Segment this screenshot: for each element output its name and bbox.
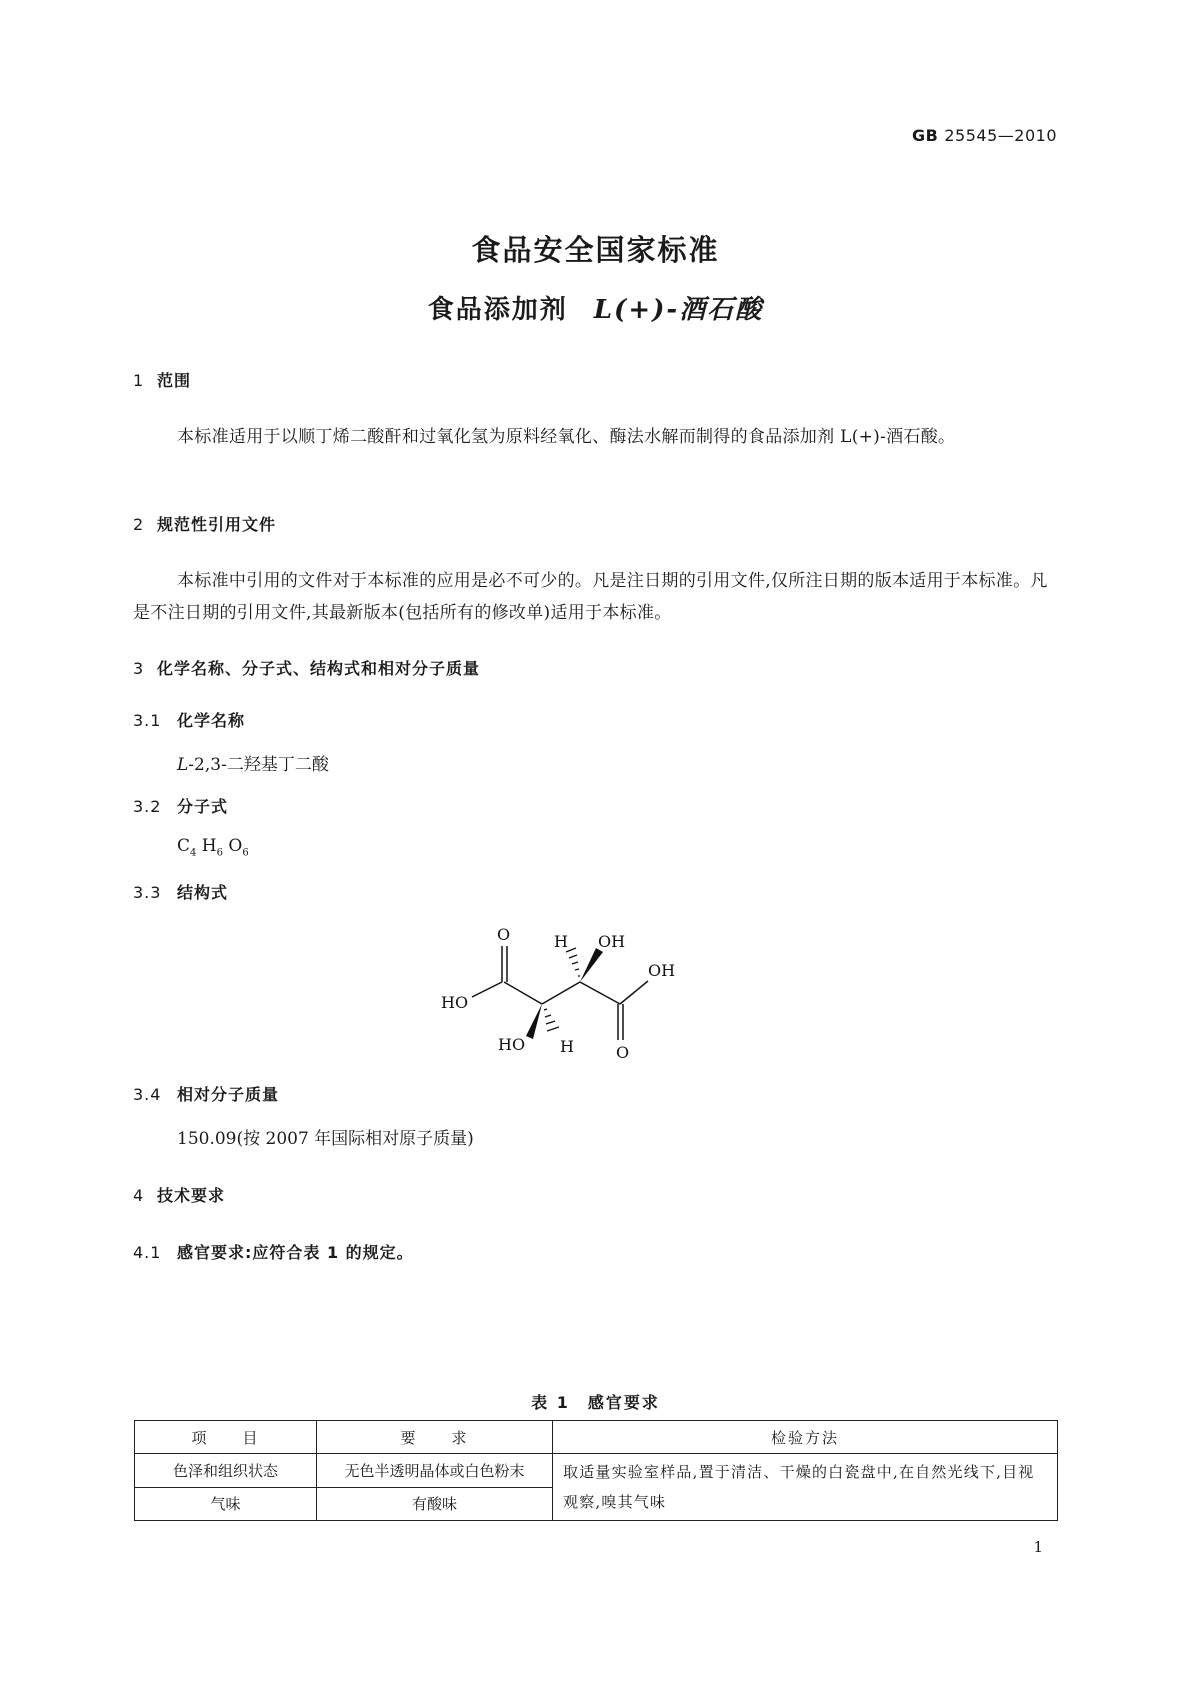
- header-method: 检验方法: [553, 1421, 1058, 1454]
- subtitle-compound: L(+)-酒石酸: [593, 295, 764, 325]
- header-item: 项 目: [135, 1421, 317, 1454]
- atom-h-bottom: H: [560, 1037, 574, 1056]
- section-number: 4.1: [133, 1243, 162, 1262]
- cell-method: 取适量实验室样品,置于清洁、干燥的白瓷盘中,在自然光线下,目视观察,嗅其气味: [553, 1454, 1058, 1521]
- section-title: 规范性引用文件: [157, 515, 277, 534]
- section-title: 化学名称、分子式、结构式和相对分子质量: [157, 659, 481, 678]
- section-title: 相对分子质量: [177, 1085, 280, 1104]
- section-2-heading: [133, 512, 276, 535]
- section-number: 3.3: [133, 883, 162, 902]
- formula-c: C: [177, 836, 191, 856]
- structural-formula: [430, 918, 710, 1068]
- section-1-body: 本标准适用于以顺丁烯二酸酐和过氧化氢为原料经氧化、酶法水解而制得的食品添加剂 L(+)-酒石酸。: [177, 427, 956, 447]
- document-title: 食品安全国家标准: [471, 233, 720, 267]
- atom-oh-top: OH: [598, 932, 626, 951]
- section-4-1-heading: [133, 1240, 414, 1263]
- molecular-formula: [177, 836, 249, 858]
- atom-ho-left: HO: [441, 993, 469, 1012]
- cell-item: 色泽和组织状态: [135, 1454, 317, 1488]
- formula-o: O: [228, 836, 243, 856]
- section-title: 感官要求:应符合表 1 的规定。: [177, 1243, 414, 1262]
- standard-number: [912, 126, 1057, 145]
- formula-h: H: [201, 836, 217, 856]
- chemical-name: [177, 750, 329, 775]
- section-4-heading: [133, 1183, 225, 1206]
- formula-c-count: 4: [190, 847, 197, 859]
- atom-o-top: O: [497, 925, 511, 944]
- document-subtitle: [0, 289, 1191, 326]
- section-number: 3.1: [133, 711, 162, 730]
- sensory-requirements-table: [134, 1420, 1058, 1521]
- section-number: 3.2: [133, 797, 162, 816]
- section-3-heading: [133, 656, 480, 679]
- section-number: 2: [133, 515, 145, 534]
- molecular-mass: 150.09(按 2007 年国际相对原子质量): [177, 1129, 474, 1149]
- table-row: [135, 1454, 1058, 1488]
- chemical-name-prefix: L: [177, 755, 189, 775]
- subtitle-cn: 食品添加剂: [427, 295, 568, 325]
- section-3-1-heading: [133, 708, 245, 731]
- page-number: 1: [1033, 1538, 1043, 1556]
- section-1-heading: [133, 368, 191, 391]
- section-title: 分子式: [177, 797, 229, 816]
- section-3-2-heading: [133, 794, 228, 817]
- section-3-4-heading: [133, 1082, 279, 1105]
- table-caption: 表 1 感官要求: [531, 1393, 660, 1412]
- formula-h-count: 6: [216, 847, 223, 859]
- standard-prefix: GB: [912, 126, 939, 145]
- section-2-body: 本标准中引用的文件对于本标准的应用是必不可少的。凡是注日期的引用文件,仅所注日期的版本适用于本标准。凡是不注日期的引用文件,其最新版本(包括所有的修改单)适用于本标准。: [133, 571, 1048, 623]
- header-requirement: 要 求: [317, 1421, 553, 1454]
- atom-ho-bottom: HO: [498, 1035, 526, 1054]
- section-title: 技术要求: [157, 1186, 226, 1205]
- atom-h-top: H: [554, 932, 568, 951]
- table-header-row: [135, 1421, 1058, 1454]
- atom-oh-right: OH: [648, 961, 676, 980]
- standard-code: 25545—2010: [944, 126, 1057, 145]
- section-3-3-heading: [133, 880, 228, 903]
- section-number: 1: [133, 371, 145, 390]
- section-number: 4: [133, 1186, 145, 1205]
- section-number: 3.4: [133, 1085, 162, 1104]
- formula-o-count: 6: [242, 847, 249, 859]
- atom-o-bottom: O: [616, 1043, 630, 1062]
- cell-item: 气味: [135, 1487, 317, 1521]
- cell-requirement: 有酸味: [317, 1487, 553, 1521]
- cell-requirement: 无色半透明晶体或白色粉末: [317, 1454, 553, 1488]
- section-title: 化学名称: [177, 711, 246, 730]
- section-title: 结构式: [177, 883, 229, 902]
- chemical-name-rest: -2,3-二羟基丁二酸: [188, 755, 329, 775]
- section-title: 范围: [157, 371, 192, 390]
- section-number: 3: [133, 659, 145, 678]
